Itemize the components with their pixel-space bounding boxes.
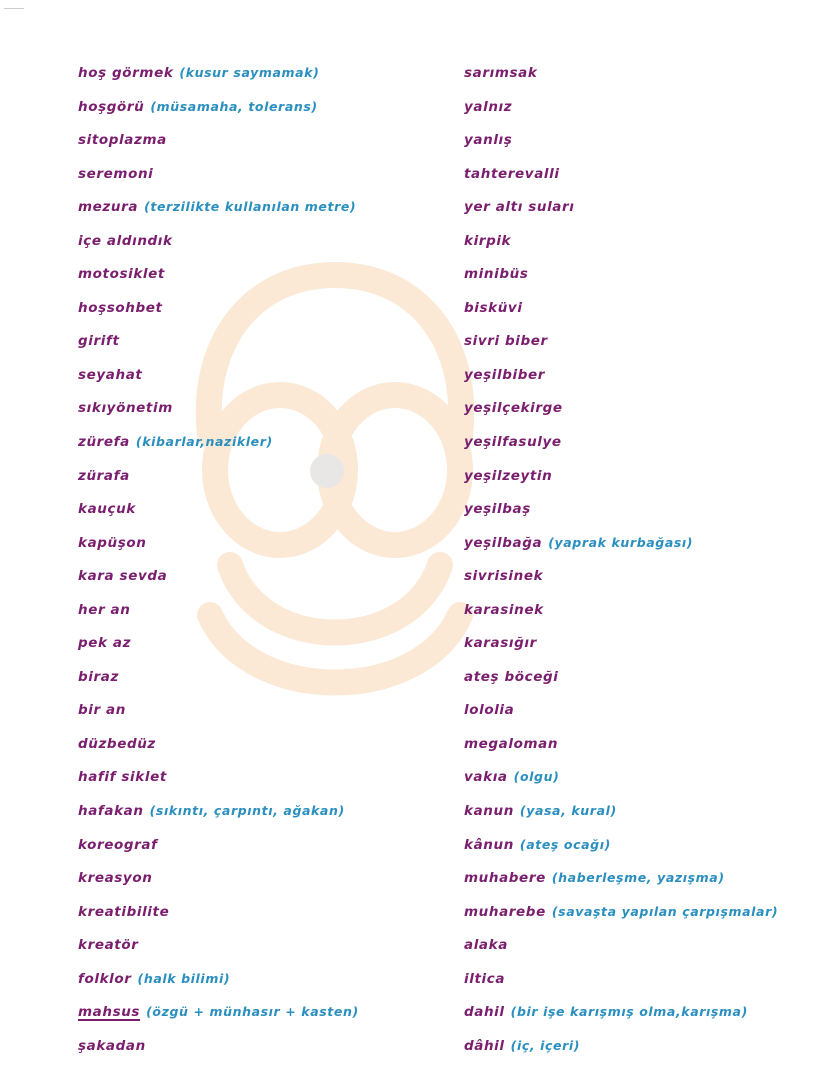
entry-term: zürefa	[78, 434, 130, 451]
right-entry	[464, 999, 814, 1033]
left-entry	[78, 362, 448, 396]
entry-term: muhabere	[464, 870, 546, 887]
left-entry	[78, 496, 448, 530]
left-entry	[78, 697, 448, 731]
right-entry	[464, 865, 814, 899]
entry-term: ateş böceği	[464, 668, 559, 685]
entry-term: folklor	[78, 970, 132, 987]
left-entry	[78, 127, 448, 161]
entry-term: lololia	[464, 702, 515, 719]
entry-term: megaloman	[464, 735, 559, 752]
entry-term: girift	[78, 333, 120, 350]
right-entry	[464, 664, 814, 698]
entry-term: kauçuk	[78, 501, 136, 518]
entry-term: hafakan	[78, 803, 144, 820]
entry-term: hafif siklet	[78, 769, 167, 786]
entry-term: mezura	[78, 199, 139, 216]
right-entry	[464, 94, 814, 128]
entry-term: kreasyon	[78, 870, 153, 887]
entry-term: yeşilbiber	[464, 366, 546, 383]
entry-note: (halk bilimi)	[137, 970, 231, 986]
entry-term: pek az	[78, 635, 132, 652]
entry-term: her an	[78, 601, 131, 618]
right-entry	[464, 630, 814, 664]
right-entry	[464, 228, 814, 262]
entry-term: hoşsohbet	[78, 299, 163, 316]
left-entry	[78, 161, 448, 195]
entry-term: sarımsak	[464, 65, 538, 81]
entry-note: (haberleşme, yazışma)	[551, 870, 725, 886]
right-entry	[464, 764, 814, 798]
right-entry	[464, 597, 814, 631]
entry-term: bir an	[78, 702, 126, 719]
entry-term: dâhil	[464, 1037, 505, 1054]
entry-term: yeşilbağa	[464, 534, 543, 551]
left-entry	[78, 94, 448, 128]
left-entry	[78, 228, 448, 262]
entry-term: koreograf	[78, 836, 158, 853]
entry-term: tahterevalli	[464, 165, 560, 182]
right-entry	[464, 395, 814, 429]
right-entry	[464, 798, 814, 832]
entry-term: biraz	[78, 668, 119, 685]
entry-term: yanlış	[464, 132, 513, 149]
left-entry	[78, 865, 448, 899]
entry-term: muharebe	[464, 903, 546, 920]
entry-term: seyahat	[78, 366, 143, 383]
entry-term: şakadan	[78, 1037, 146, 1054]
entry-term: kânun	[464, 836, 514, 853]
entry-note: (kibarlar,nazikler)	[135, 434, 273, 450]
entry-term: bisküvi	[464, 299, 523, 316]
entry-term: mahsus	[78, 1004, 141, 1021]
entry-term: hoşgörü	[78, 98, 145, 115]
left-entry	[78, 832, 448, 866]
right-entry	[464, 697, 814, 731]
left-entry	[78, 966, 448, 1000]
right-entry	[464, 295, 814, 329]
entry-term: alaka	[464, 937, 508, 954]
entry-note: (terzilikte kullanılan metre)	[144, 199, 357, 215]
entry-term: sitoplazma	[78, 132, 167, 149]
entry-term: minibüs	[464, 266, 529, 283]
entry-note: (savaşta yapılan çarpışmalar)	[551, 903, 779, 919]
entry-term: zürafa	[78, 467, 130, 484]
left-entry	[78, 530, 448, 564]
entry-term: yalnız	[464, 98, 513, 115]
entry-term: kapüşon	[78, 534, 147, 551]
right-entry	[464, 731, 814, 765]
left-entry	[78, 194, 448, 228]
left-entry	[78, 798, 448, 832]
entry-term: yer altı suları	[464, 199, 575, 216]
right-entry	[464, 261, 814, 295]
left-entry	[78, 463, 448, 497]
right-entry	[464, 1033, 814, 1067]
right-entry	[464, 161, 814, 195]
entry-term: sivrisinek	[464, 568, 544, 585]
entry-term: yeşilçekirge	[464, 400, 563, 417]
entry-term: yeşilbaş	[464, 501, 531, 518]
entry-term: kreatör	[78, 937, 139, 954]
entry-term: kanun	[464, 803, 514, 820]
entry-term: yeşilfasulye	[464, 434, 562, 451]
entry-term: seremoni	[78, 165, 154, 182]
entry-term: karasinek	[464, 601, 544, 618]
right-entry	[464, 563, 814, 597]
entry-term: dahil	[464, 1004, 505, 1021]
entry-term: karasığır	[464, 635, 537, 652]
right-entry	[464, 832, 814, 866]
entry-term: kirpik	[464, 232, 512, 249]
entry-term: kreatibilite	[78, 903, 170, 920]
left-entry	[78, 932, 448, 966]
right-entry	[464, 463, 814, 497]
left-entry	[78, 1033, 448, 1067]
entry-term: içe aldındık	[78, 232, 173, 249]
page-edge-mark	[4, 8, 24, 9]
left-entry	[78, 664, 448, 698]
right-entry	[464, 932, 814, 966]
left-entry	[78, 731, 448, 765]
right-entry	[464, 328, 814, 362]
right-word-column	[464, 60, 814, 1066]
entry-term: iltica	[464, 970, 506, 987]
right-entry	[464, 429, 814, 463]
left-entry	[78, 328, 448, 362]
entry-term: yeşilzeytin	[464, 467, 553, 484]
left-entry	[78, 764, 448, 798]
right-entry	[464, 60, 814, 94]
left-entry	[78, 295, 448, 329]
left-entry	[78, 597, 448, 631]
entry-note: (müsamaha, tolerans)	[150, 98, 318, 114]
entry-term: vakıa	[464, 769, 508, 786]
left-entry	[78, 429, 448, 463]
left-entry	[78, 261, 448, 295]
entry-note: (yaprak kurbağası)	[548, 534, 694, 550]
right-entry	[464, 899, 814, 933]
left-entry	[78, 999, 448, 1033]
entry-note: (iç, içeri)	[510, 1037, 581, 1053]
entry-note: (olgu)	[513, 769, 560, 785]
entry-term: sivri biber	[464, 333, 548, 350]
left-entry	[78, 630, 448, 664]
entry-term: kara sevda	[78, 568, 168, 585]
left-entry	[78, 899, 448, 933]
entry-term: hoş görmek	[78, 65, 174, 81]
entry-term: motosiklet	[78, 266, 165, 283]
entry-note: (sıkıntı, çarpıntı, ağakan)	[149, 803, 345, 819]
right-entry	[464, 194, 814, 228]
entry-term: düzbedüz	[78, 735, 156, 752]
entry-note: (yasa, kural)	[519, 803, 617, 819]
left-entry	[78, 395, 448, 429]
right-entry	[464, 966, 814, 1000]
right-entry	[464, 362, 814, 396]
right-entry	[464, 496, 814, 530]
entry-note: (kusur saymamak)	[179, 65, 320, 80]
entry-term: sıkıyönetim	[78, 400, 173, 417]
right-entry	[464, 127, 814, 161]
left-word-column	[78, 60, 448, 1066]
entry-note: (ateş ocağı)	[519, 836, 611, 852]
entry-note: (özgü + münhasır + kasten)	[146, 1004, 359, 1020]
right-entry	[464, 530, 814, 564]
left-entry	[78, 60, 448, 94]
left-entry	[78, 563, 448, 597]
entry-note: (bir işe karışmış olma,karışma)	[510, 1004, 748, 1020]
